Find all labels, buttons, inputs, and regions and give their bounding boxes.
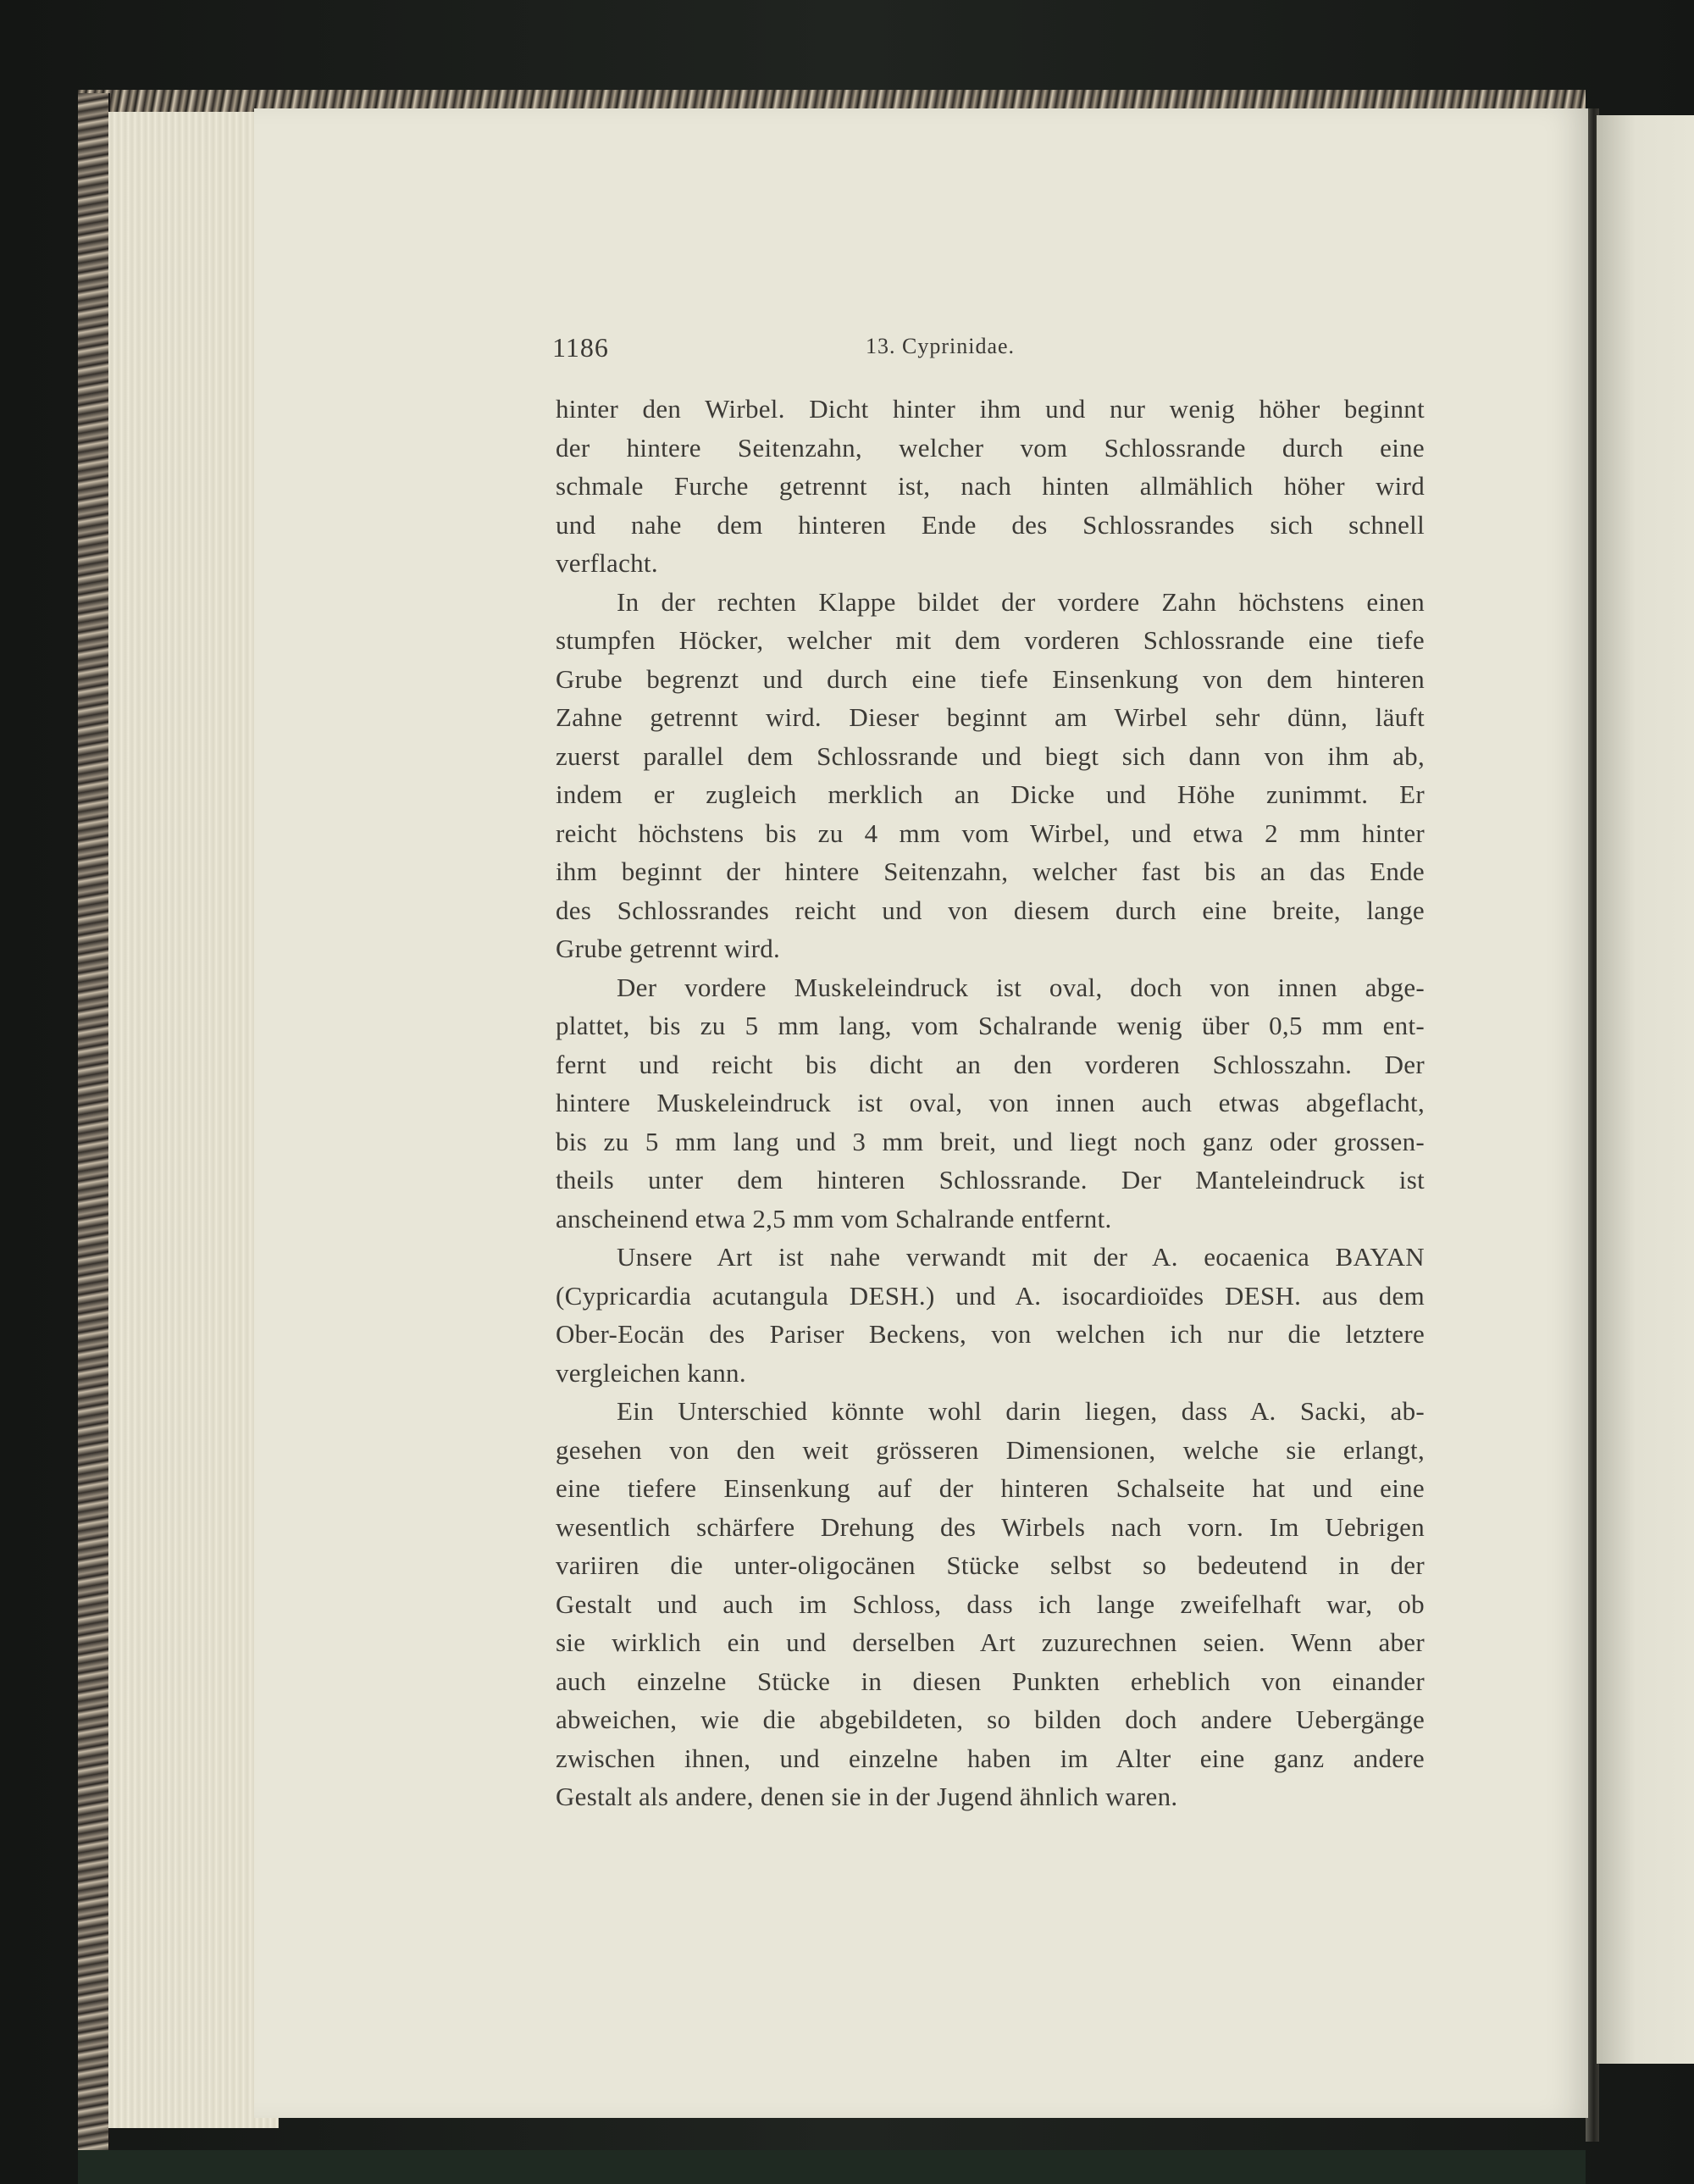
text-line: Ein Unterschied könnte wohl darin liegen, dass A. Sacki, ab- xyxy=(617,1396,1425,1426)
page-number: 1186 xyxy=(552,332,609,363)
text-line: Zahne getrennt wird. Dieser beginnt am Wirbel sehr dünn, läuft xyxy=(556,702,1425,732)
text-line: Grube getrennt wird. xyxy=(556,934,781,963)
text-line: zwischen ihnen, und einzelne haben im Alter eine ganz andere xyxy=(556,1743,1425,1773)
text-line: bis zu 5 mm lang und 3 mm breit, und liegt noch ganz oder grossen- xyxy=(556,1126,1425,1156)
section-title: 13. Cyprinidae. xyxy=(866,334,1016,358)
text-line: hintere Muskeleindruck ist oval, von innen auch etwas abgeflacht, xyxy=(556,1088,1425,1117)
text-line: plattet, bis zu 5 mm lang, vom Schalrande wenig über 0,5 mm ent- xyxy=(556,1011,1425,1040)
text-line: eine tiefere Einsenkung auf der hinteren Schalseite hat und eine xyxy=(556,1473,1425,1503)
book-cover-bottom-edge xyxy=(78,2150,1586,2184)
text-line: variiren die unter-oligocänen Stücke selbst so bedeutend in der xyxy=(556,1550,1425,1580)
book-cover-left-edge xyxy=(78,93,110,2160)
text-line: Gestalt und auch im Schloss, dass ich lange zweifelhaft war, ob xyxy=(556,1588,1425,1619)
text-line: stumpfen Höcker, welcher mit dem vorderen Schlossrande eine tiefe xyxy=(556,625,1425,655)
facing-page xyxy=(1597,115,1694,2064)
text-line: des Schlossrandes reicht und von diesem durch eine breite, lange xyxy=(556,895,1425,925)
text-line: anscheinend etwa 2,5 mm vom Schalrande entfernt. xyxy=(556,1203,1112,1233)
text-line: der hintere Seitenzahn, welcher vom Schlossrande durch eine xyxy=(556,432,1425,463)
text-line: zuerst parallel dem Schlossrande und biegt sich dann von ihm ab, xyxy=(556,740,1425,771)
text-line: Gestalt als andere, denen sie in der Jugend ähnlich waren. xyxy=(556,1782,1178,1811)
running-header xyxy=(552,332,1430,366)
text-line: reicht höchstens bis zu 4 mm vom Wirbel, und etwa 2 mm hinter xyxy=(556,818,1425,848)
text-line: verflacht. xyxy=(556,548,658,578)
text-line: Der vordere Muskeleindruck ist oval, doch von innen abge- xyxy=(617,972,1425,1002)
text-line: Grube begrenzt und durch eine tiefe Einsenkung von dem hinteren xyxy=(556,663,1425,694)
text-line: abweichen, wie die abgebildeten, so bilden doch andere Uebergänge xyxy=(556,1705,1425,1734)
text-line: ihm beginnt der hintere Seitenzahn, welcher fast bis an das Ende xyxy=(556,856,1425,886)
text-line: schmale Furche getrennt ist, nach hinten allmählich höher wird xyxy=(556,471,1425,501)
text-line: indem er zugleich merklich an Dicke und Höhe zunimmt. Er xyxy=(556,779,1425,809)
text-line: und nahe dem hinteren Ende des Schlossrandes sich schnell xyxy=(556,509,1425,540)
text-line: Unsere Art ist nahe verwandt mit der A. eocaenica BAYAN xyxy=(617,1242,1425,1272)
text-line: In der rechten Klappe bildet der vordere Zahn höchstens einen xyxy=(617,586,1425,617)
page-stack-edges xyxy=(108,112,279,2128)
text-line: gesehen von den weit grösseren Dimensionen, welche sie erlangt, xyxy=(556,1434,1425,1465)
text-line: Ober-Eocän des Pariser Beckens, von welchen ich nur die letztere xyxy=(556,1319,1425,1349)
text-line: wesentlich schärfere Drehung des Wirbels nach vorn. Im Uebrigen xyxy=(556,1511,1425,1542)
text-line: sie wirklich ein und derselben Art zuzurechnen seien. Wenn aber xyxy=(556,1627,1425,1657)
text-line: theils unter dem hinteren Schlossrande. Der Manteleindruck ist xyxy=(556,1165,1425,1195)
text-line: auch einzelne Stücke in diesen Punkten erheblich von einander xyxy=(556,1666,1425,1696)
text-line: fernt und reicht bis dicht an den vorderen Schlosszahn. Der xyxy=(556,1049,1425,1079)
text-line: (Cypricardia acutangula DESH.) und A. isocardioïdes DESH. aus dem xyxy=(556,1280,1425,1311)
text-line: vergleichen kann. xyxy=(556,1357,746,1388)
body-text xyxy=(556,390,1425,1816)
text-line: hinter den Wirbel. Dicht hinter ihm und nur wenig höher beginnt xyxy=(556,394,1425,424)
